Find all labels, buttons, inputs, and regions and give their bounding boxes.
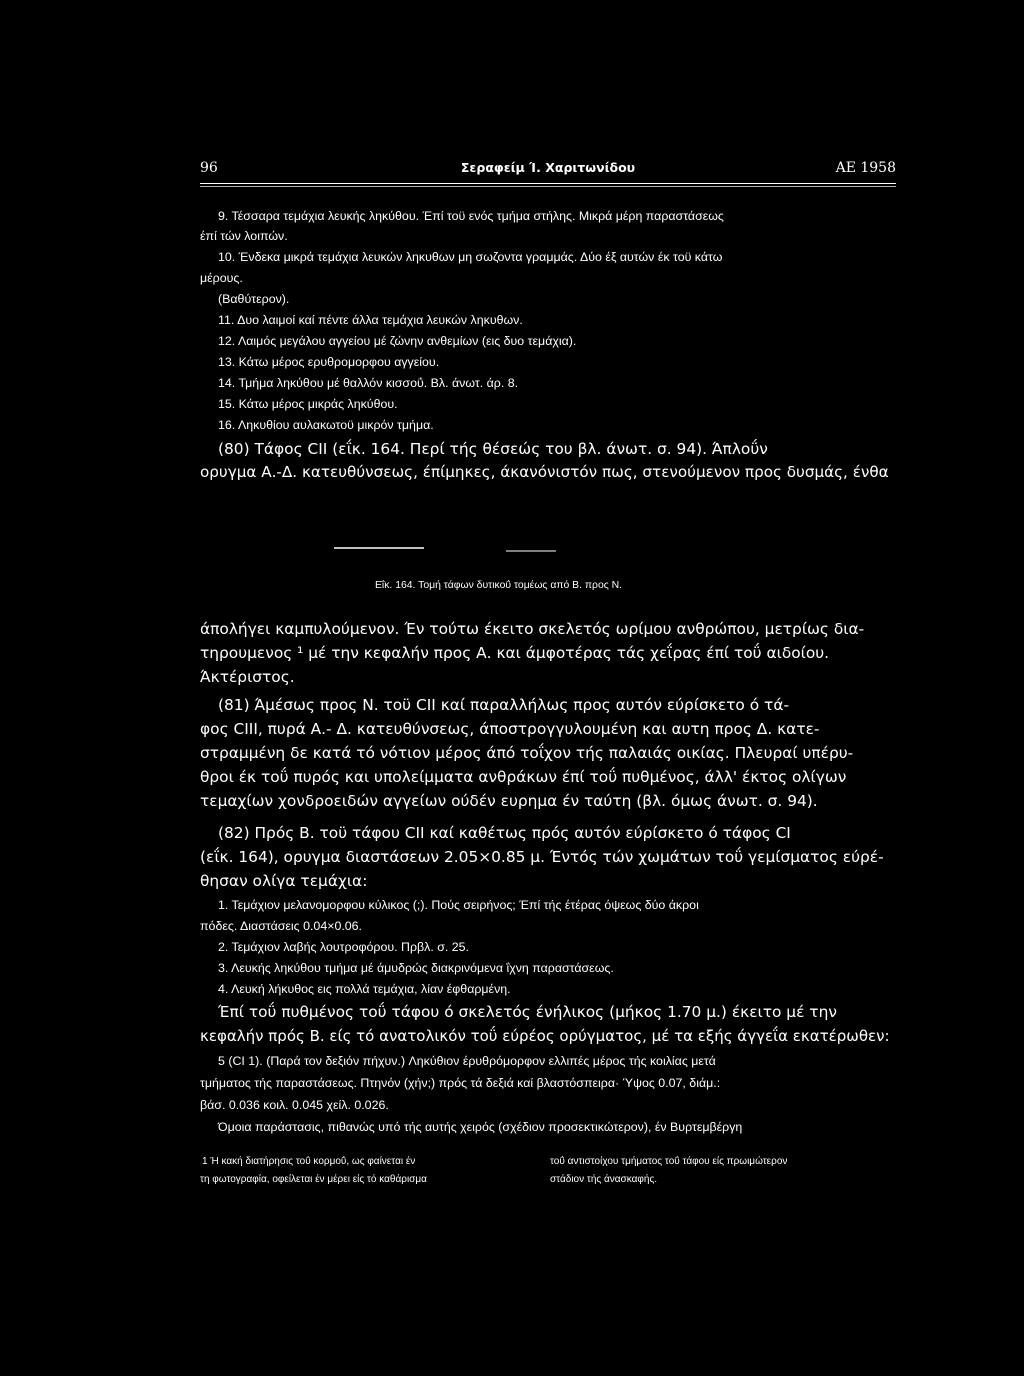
- figure-164-section: [200, 540, 896, 570]
- footnote-right-line: στάδιον τής άνασκαφής.: [550, 1174, 658, 1185]
- header-rule-secondary: [200, 186, 896, 187]
- paragraph-line: θησαν ολίγα τεμάχια:: [200, 872, 368, 890]
- paragraph-line: θροι έκ τοΰ πυρός και υπολείμματα ανθράκων έπί τοΰ πυθμένος, άλλ' έκτος ολίγων: [200, 768, 847, 786]
- list-item: 10. Ένδεκα μικρά τεμάχια λευκών ληκυθων μη σωζοντα γραμμάς. Δύο έξ αυτών έκ τοϋ κάτω: [218, 250, 723, 264]
- list-item: 5 (CI 1). (Παρά τον δεξιόν πήχυν.) Ληκύθιον έρυθρόμορφον ελλιπές μέρος τής κοιλίας μετά: [218, 1054, 716, 1068]
- list-item: μέρους.: [200, 271, 243, 285]
- paragraph-line: στραμμένη δε κατά τό νότιον μέρος άπό τοΐχον τής παλαιάς οικίας. Πλευραί υπέρυ-: [200, 744, 854, 762]
- list-item: 12. Λαιμός μεγάλου αγγείου μέ ζώνην ανθεμίων (εις δυο τεμάχια).: [218, 334, 577, 348]
- header-rule: [200, 183, 896, 184]
- footnote-left-line: τη φωτογραφία, οφείλεται έν μέρει είς τό καθάρισμα: [200, 1174, 427, 1185]
- list-item: (Βαθύτερον).: [218, 292, 290, 306]
- list-item: 4. Λευκή λήκυθος εις πολλά τεμάχια, λίαν έφθαρμένη.: [218, 982, 511, 996]
- paragraph-line: άπολήγει καμπυλούμενον. Έν τούτω έκειτο σκελετός ωρίμου ανθρώπου, μετρίως δια-: [200, 620, 865, 638]
- paragraph-line: Έπί τοΰ πυθμένος τοΰ τάφου ό σκελετός ένήλικος (μήκος 1.70 μ.) έκειτο μέ την: [218, 1003, 837, 1021]
- running-header: [200, 160, 896, 182]
- paragraph-line: τεμαχίων χονδροειδών αγγείων ούδέν ευρημα έν ταύτη (βλ. όμως άνωτ. σ. 94).: [200, 792, 818, 810]
- list-item: βάσ. 0.036 κοιλ. 0.045 χείλ. 0.026.: [200, 1098, 389, 1112]
- list-item: τμήματος τής παραστάσεως. Πτηνόν (χήν;) πρός τά δεξιά καί βλαστόσπειρα· Ύψος 0.07, διάμ.:: [200, 1076, 721, 1090]
- paragraph-line: ορυγμα Α.-Δ. κατευθύνσεως, έπίμηκες, άκανόνιστόν πως, στενούμενον προς δυσμάς, ένθα: [200, 463, 889, 481]
- list-item: 9. Τέσσαρα τεμάχια λευκής ληκύθου. Έπί τοϋ ενός τμήμα στήλης. Μικρά μέρη παραστάσεως: [218, 209, 724, 223]
- list-item: 2. Τεμάχιον λαβής λουτροφόρου. Πρβλ. σ. 25.: [218, 940, 469, 954]
- running-author: Σεραφείμ Ί. Χαριτωνίδου: [460, 160, 636, 175]
- paragraph-line: (80) Τάφος CII (εΐκ. 164. Περί τής θέσεώς του βλ. άνωτ. σ. 94). Άπλοΰν: [218, 440, 768, 458]
- list-item: έπί τών λοιπών.: [200, 229, 288, 243]
- list-item: 13. Κάτω μέρος ερυθρομορφου αγγείου.: [218, 355, 440, 369]
- figure-caption: Εΐκ. 164. Τομή τάφων δυτικοΰ τομέως από Β. προς Ν.: [375, 580, 623, 591]
- list-item: 1. Τεμάχιον μελανομορφου κύλικος (;). Πούς σειρήνος; Έπί τής έτέρας όψεως δύο άκροι: [218, 898, 699, 912]
- paragraph-line: Άκτέριστος.: [200, 668, 295, 686]
- paragraph-line: (81) Άμέσως προς Ν. τοϋ CII καί παραλλήλως προς αυτόν εύρίσκετο ό τά-: [218, 696, 790, 714]
- list-item: Όμοια παράστασις, πιθανώς υπό τής αυτής χειρός (σχέδιον προσεκτικώτερον), έν Βυρτεμβέργη: [218, 1120, 743, 1134]
- page-number: 96: [200, 160, 218, 176]
- paragraph-line: φος CIII, πυρά Α.- Δ. κατευθύνσεως, άποστρογγυλουμένη και αυτη προς Δ. κατε-: [200, 720, 820, 738]
- footnote-right-line: τοΰ αντιστοίχου τμήματος τοΰ τάφου είς πρωιμώτερον: [550, 1156, 788, 1167]
- paragraph-line: (82) Πρός Β. τοϋ τάφου CII καί καθέτως πρός αυτόν εύρίσκετο ό τάφος CI: [218, 824, 791, 842]
- list-item: 11. Δυο λαιμοί καί πέντε άλλα τεμάχια λευκών ληκυθων.: [218, 313, 523, 327]
- list-item: 14. Τμήμα ληκύθου μέ θαλλόν κισσοΰ. Βλ. άνωτ. άρ. 8.: [218, 376, 519, 390]
- journal-ref: ΑΕ 1958: [835, 160, 896, 176]
- paragraph-line: (εΐκ. 164), ορυγμα διαστάσεων 2.05×0.85 μ. Έντός τών χωμάτων τοΰ γεμίσματος εύρέ-: [200, 848, 884, 866]
- list-item: πόδες. Διαστάσεις 0.04×0.06.: [200, 919, 363, 933]
- footnote-left-line: 1 Ή κακή διατήρησις τοΰ κορμοΰ, ως φαίνεται έν: [202, 1156, 416, 1167]
- paragraph-line: τηρουμενος ¹ μέ την κεφαλήν προς Α. και άμφοτέρας τάς χεΐρας έπί τοΰ αιδοίου.: [200, 644, 830, 662]
- list-item: 15. Κάτω μέρος μικράς ληκύθου.: [218, 397, 398, 411]
- list-item: 16. Ληκυθίου αυλακωτοϋ μικρόν τμήμα.: [218, 418, 434, 432]
- list-item: 3. Λευκής ληκύθου τμήμα μέ άμυδρώς διακρινόμενα ΐχνη παραστάσεως.: [218, 961, 614, 975]
- paragraph-line: κεφαλήν πρός Β. είς τό ανατολικόν τοΰ εύρέος ορύγματος, μέ τα εξής άγγεΐα εκατέρωθεν:: [200, 1027, 890, 1045]
